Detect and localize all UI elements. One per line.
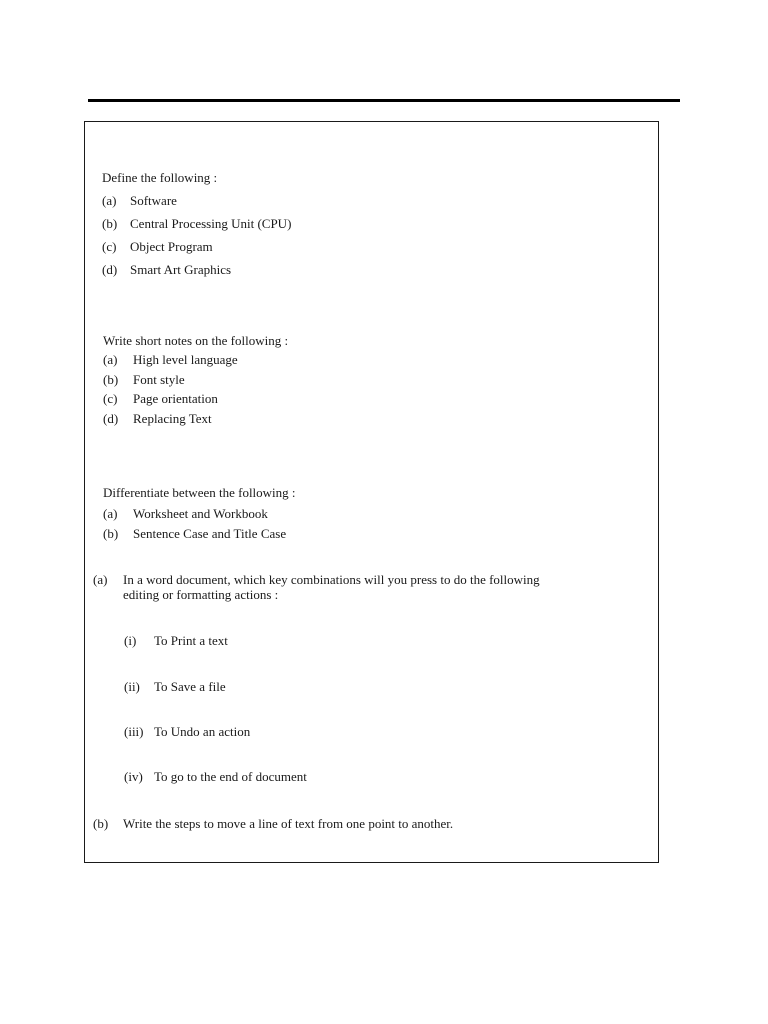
- q2-item-c-label: (c): [103, 391, 118, 406]
- q3-heading: Differentiate between the following :: [103, 485, 296, 500]
- q2-item-c-text: Page orientation: [133, 391, 218, 406]
- q1-item-a-label: (a): [102, 193, 117, 208]
- q1-item-d-text: Smart Art Graphics: [130, 262, 232, 277]
- q4-sub-i-text: To Print a text: [154, 633, 228, 648]
- q1-item-b-label: (b): [102, 216, 118, 231]
- q2-item-d-text: Replacing Text: [133, 411, 212, 426]
- q1-item-b-text: Central Processing Unit (CPU): [130, 216, 292, 231]
- q3-item-a-text: Worksheet and Workbook: [133, 506, 268, 521]
- q1-item-c-text: Object Program: [130, 239, 213, 254]
- q4-part-b-label: (b): [93, 816, 109, 831]
- top-horizontal-rule: [88, 99, 680, 102]
- q4-sub-ii-label: (ii): [124, 679, 140, 694]
- q2-item-d-label: (d): [103, 411, 119, 426]
- q4-sub-iii-label: (iii): [124, 724, 144, 739]
- q3-item-b-label: (b): [103, 526, 119, 541]
- q2-item-a-label: (a): [103, 352, 118, 367]
- q2-heading: Write short notes on the following :: [103, 333, 289, 348]
- q4-sub-iii-text: To Undo an action: [154, 724, 251, 739]
- q4-sub-i-label: (i): [124, 633, 137, 648]
- q4-sub-iv-label: (iv): [124, 769, 143, 784]
- q2-item-b-label: (b): [103, 372, 119, 387]
- q4-part-a-label: (a): [93, 572, 108, 587]
- q4-part-a-line1: In a word document, which key combinations will you press to do the following: [123, 572, 540, 587]
- q1-item-a-text: Software: [130, 193, 177, 208]
- q4-sub-iv-text: To go to the end of document: [154, 769, 307, 784]
- q2-item-a-text: High level language: [133, 352, 238, 367]
- q2-item-b-text: Font style: [133, 372, 185, 387]
- q1-item-c-label: (c): [102, 239, 117, 254]
- q1-item-d-label: (d): [102, 262, 118, 277]
- q4-part-a-line2: editing or formatting actions :: [123, 587, 279, 602]
- q3-item-b-text: Sentence Case and Title Case: [133, 526, 287, 541]
- q1-heading: Define the following :: [102, 170, 218, 185]
- q4-part-b-text: Write the steps to move a line of text from one point to another.: [123, 816, 454, 831]
- q3-item-a-label: (a): [103, 506, 118, 521]
- q4-sub-ii-text: To Save a file: [154, 679, 226, 694]
